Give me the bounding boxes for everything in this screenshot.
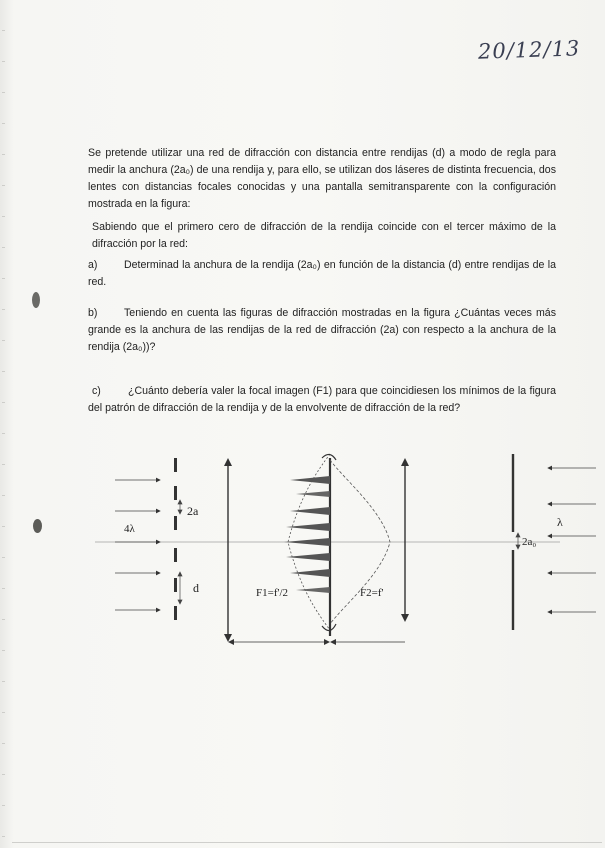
label-2a: 2a: [187, 504, 199, 518]
label-d: d: [193, 581, 199, 595]
slit-2a0-marker: [516, 533, 520, 549]
diffraction-grating: [174, 458, 177, 620]
question-c: [88, 383, 556, 417]
label-f2: F2=f': [360, 587, 384, 599]
left-edge-marks: [2, 0, 5, 848]
grating-diffraction-peaks: [284, 476, 330, 593]
question-b-text: Teniendo en cuenta las figuras de difracción mostradas en la figura ¿Cuántas veces más grande es la anchura de las rendijas de la red de difracción (2a) con respecto a la anchura de la rendija (2a₀))?: [88, 307, 556, 353]
focal-distance-arrows: [228, 639, 405, 645]
label-4lambda: 4λ: [124, 523, 135, 535]
label-2a0: 2a₀: [522, 536, 537, 548]
page-bottom-edge: [12, 842, 602, 843]
question-a-label: a): [88, 259, 98, 271]
lens-1: [224, 458, 232, 642]
intro-paragraph: Se pretende utilizar una red de difracción con distancia entre rendijas (d) a modo de regla para medir la anchura (2a₀) de una rendija y, para ello, se utilizan dos láseres de distinta frecuencia, dos lentes con distancias focales conocidas y una pantalla semitransparente con la configuración mostrada en la figura:: [88, 147, 556, 210]
handwritten-date: 20/12/13: [477, 36, 581, 64]
incident-rays-left: [115, 480, 160, 610]
label-f1: F1=f'/2: [256, 587, 289, 599]
slit-width-marker: [178, 500, 182, 604]
question-b: [88, 305, 556, 356]
question-c-text: ¿Cuánto debería valer la focal imagen (F1) para que coincidiesen los mínimos de la figura del patrón de difracción de la rendija y de la envolvente de difracción de la red?: [88, 385, 556, 414]
question-a-text: Determinad la anchura de la rendija (2a₀) en función de la distancia (d) entre rendijas de la red.: [88, 259, 556, 288]
question-c-label: c): [92, 385, 101, 397]
optical-setup-figure: [0, 440, 605, 660]
punch-hole-top: [32, 292, 40, 308]
question-b-label: b): [88, 307, 98, 319]
lens-2: [401, 458, 409, 622]
condition-paragraph: Sabiendo que el primero cero de difracción de la rendija coincide con el tercer máximo de la difracción por la red:: [92, 221, 556, 250]
incident-rays-right: [548, 468, 596, 612]
question-a: [88, 257, 556, 291]
label-lambda: λ: [557, 515, 563, 529]
